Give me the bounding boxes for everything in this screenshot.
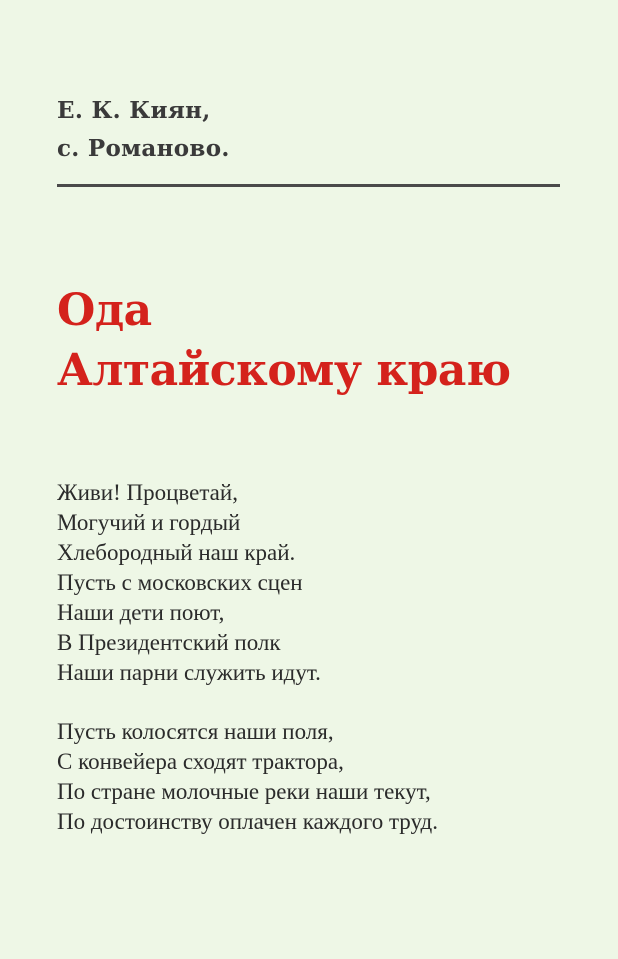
author-place: с. Романово.: [57, 135, 230, 162]
verse-line: Наши парни служить идут.: [57, 660, 321, 685]
verse-line: Наши дети поют,: [57, 600, 225, 625]
stanza-2: [57, 717, 438, 837]
verse-line: С конвейера сходят трактора,: [57, 749, 344, 774]
verse-line: В Президентский полк: [57, 630, 281, 655]
verse-line: Пусть с московских сцен: [57, 570, 303, 595]
author-block: [57, 92, 230, 168]
verse-line: По достоинству оплачен каждого труд.: [57, 809, 438, 834]
poem-body: [57, 478, 438, 866]
poem-title: [57, 281, 511, 401]
horizontal-divider: [57, 184, 560, 187]
stanza-1: [57, 478, 438, 688]
verse-line: Хлебородный наш край.: [57, 540, 296, 565]
author-name: Е. К. Киян,: [57, 97, 211, 124]
verse-line: Могучий и гордый: [57, 510, 241, 535]
title-line-1: Ода: [57, 285, 152, 336]
verse-line: Живи! Процветай,: [57, 480, 238, 505]
verse-line: По стране молочные реки наши текут,: [57, 779, 431, 804]
title-line-2: Алтайскому краю: [57, 345, 511, 396]
verse-line: Пусть колосятся наши поля,: [57, 719, 334, 744]
